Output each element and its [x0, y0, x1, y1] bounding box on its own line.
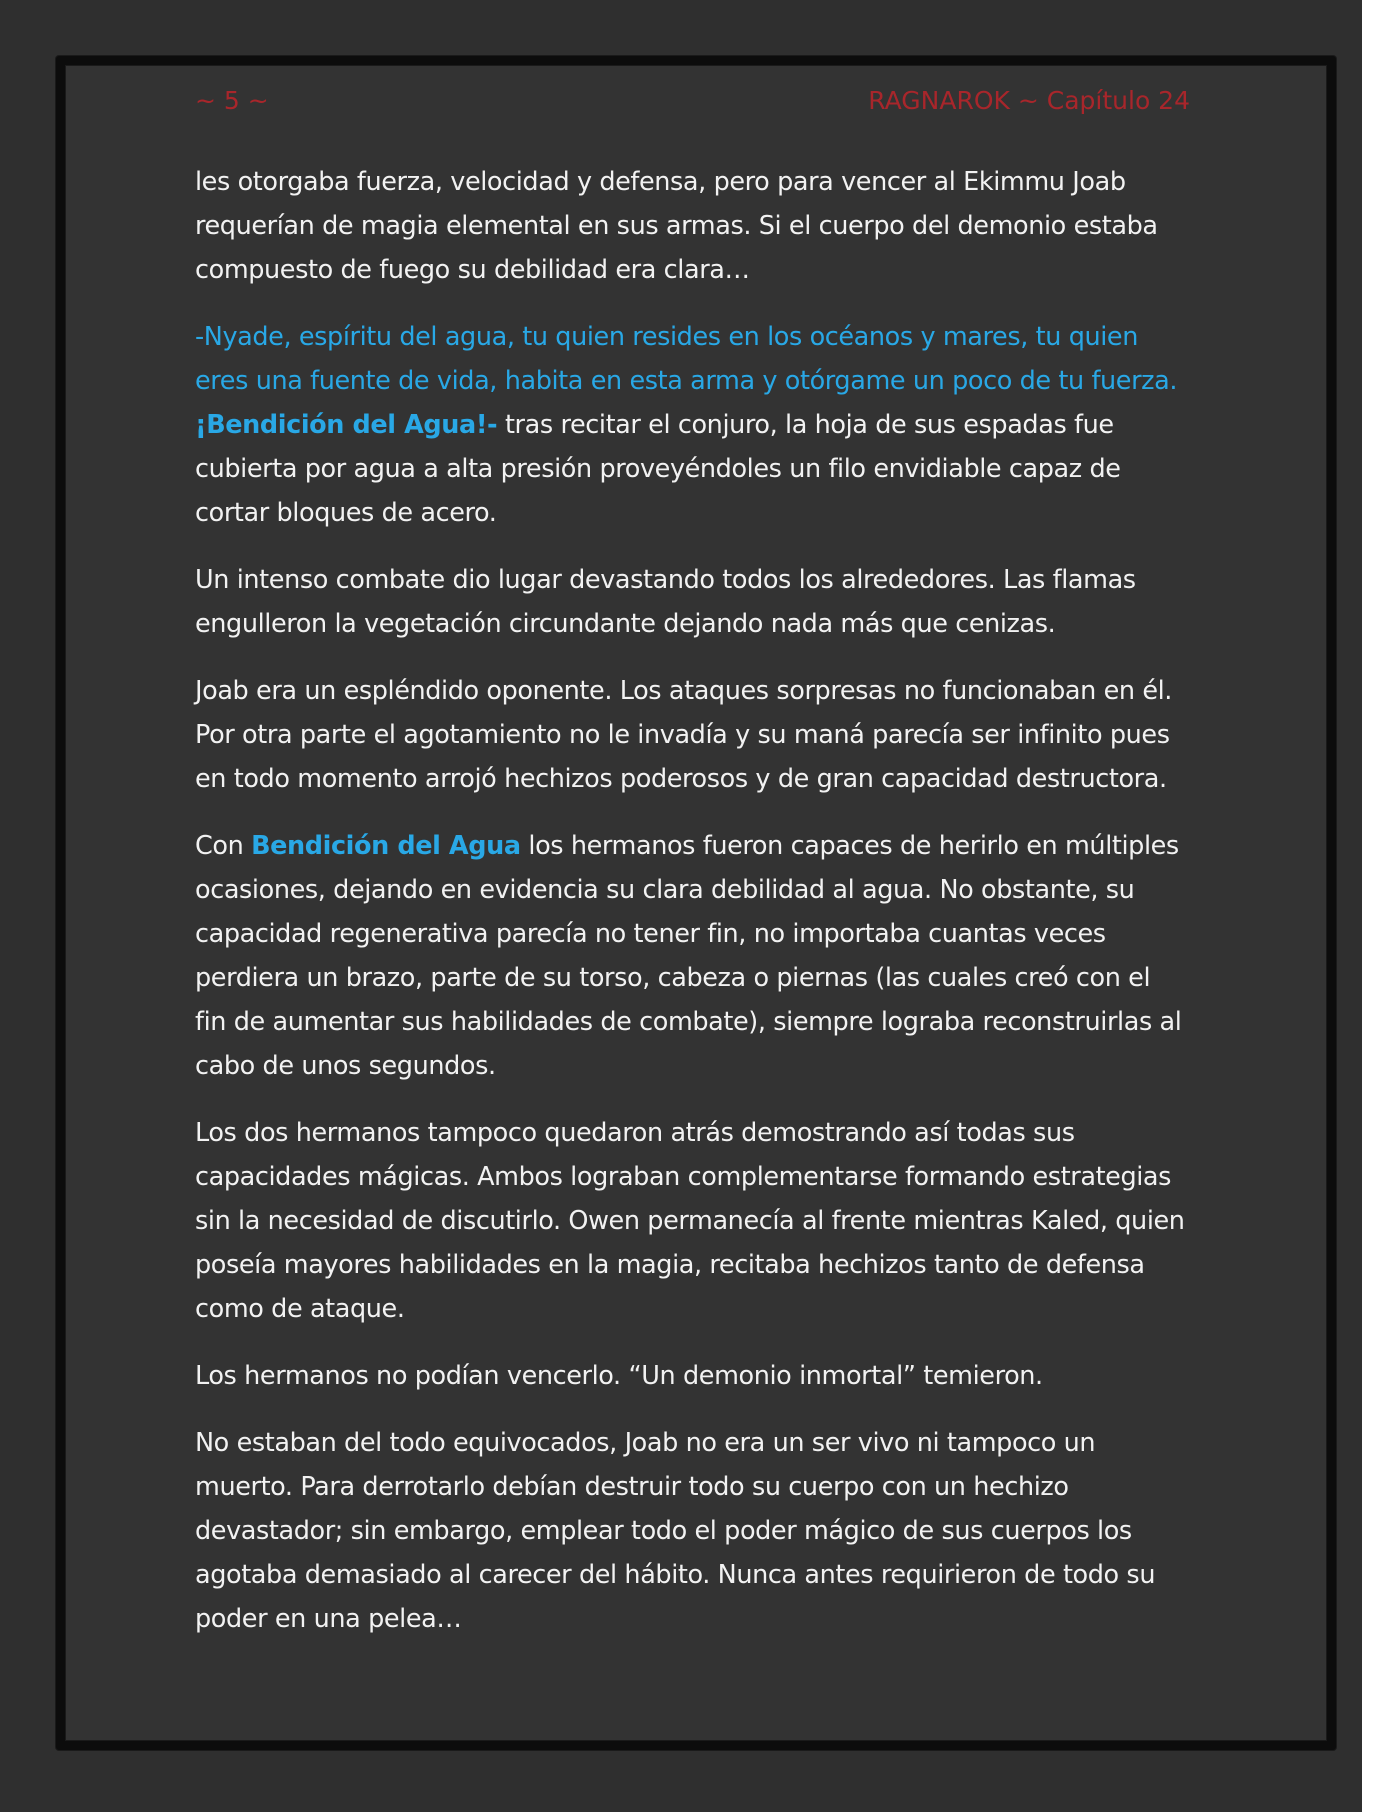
text-line: Joab era un espléndido oponente. Los ataques sorpresas no funcionaban en él.	[195, 676, 1173, 706]
incantation-line: eres una fuente de vida, habita en esta arma y otórgame un poco de tu fuerza.	[195, 366, 1178, 396]
paragraph-5	[195, 824, 1215, 1088]
page-body	[195, 160, 1215, 1664]
text-line: No estaban del todo equivocados, Joab no era un ser vivo ni tampoco un	[195, 1428, 1096, 1458]
paragraph-6	[195, 1111, 1215, 1331]
text-line: agotaba demasiado al carecer del hábito. Nunca antes requirieron de todo su	[195, 1560, 1156, 1590]
text-line: muerto. Para derrotarlo debían destruir todo su cuerpo con un hechizo	[195, 1472, 1069, 1502]
text-line: poseía mayores habilidades en la magia, recitaba hechizos tanto de defensa	[195, 1250, 1145, 1280]
text-line: Los dos hermanos tampoco quedaron atrás demostrando así todas sus	[195, 1118, 1075, 1148]
text-line: Los hermanos no podían vencerlo. “Un demonio inmortal” temieron.	[195, 1361, 1043, 1391]
text-line: engulleron la vegetación circundante dejando nada más que cenizas.	[195, 609, 1056, 639]
text-line: compuesto de fuego su debilidad era clara…	[195, 255, 750, 285]
text-line: cubierta por agua a alta presión proveyéndoles un filo envidiable capaz de	[195, 454, 1121, 484]
spell-continuation: tras recitar el conjuro, la hoja de sus espadas fue	[497, 410, 1114, 440]
lead-text: Con	[195, 831, 252, 861]
lead-continuation: los hermanos fueron capaces de herirlo en múltiples	[520, 831, 1179, 861]
chapter-title: RAGNAROK ~ Capítulo 24	[868, 86, 1190, 115]
spell-name: Bendición del Agua	[251, 831, 521, 861]
text-line: Por otra parte el agotamiento no le invadía y su maná parecía ser infinito pues	[195, 720, 1170, 750]
text-line	[195, 403, 1215, 447]
paragraph-3	[195, 558, 1215, 646]
text-line: capacidad regenerativa parecía no tener fin, no importaba cuantas veces	[195, 919, 1106, 949]
paragraph-1	[195, 160, 1215, 292]
text-line	[195, 824, 1215, 868]
text-line: cabo de unos segundos.	[195, 1051, 496, 1081]
text-line: perdiera un brazo, parte de su torso, cabeza o piernas (las cuales creó con el	[195, 963, 1151, 993]
spell-name: ¡Bendición del Agua!-	[195, 410, 498, 440]
text-line: poder en una pelea…	[195, 1604, 462, 1634]
text-line: en todo momento arrojó hechizos poderosos y de gran capacidad destructora.	[195, 764, 1167, 794]
text-line: ocasiones, dejando en evidencia su clara debilidad al agua. No obstante, su	[195, 875, 1135, 905]
text-line: cortar bloques de acero.	[195, 498, 497, 528]
paragraph-4	[195, 669, 1215, 801]
text-line: capacidades mágicas. Ambos lograban complementarse formando estrategias	[195, 1162, 1172, 1192]
text-line: requerían de magia elemental en sus armas. Si el cuerpo del demonio estaba	[195, 211, 1158, 241]
page-header	[195, 86, 1190, 122]
page-number: ~ 5 ~	[195, 86, 269, 115]
text-line: les otorgaba fuerza, velocidad y defensa, pero para vencer al Ekimmu Joab	[195, 167, 1126, 197]
text-line: Un intenso combate dio lugar devastando todos los alrededores. Las flamas	[195, 565, 1136, 595]
paragraph-7	[195, 1354, 1215, 1398]
text-line: como de ataque.	[195, 1294, 405, 1324]
paragraph-2	[195, 315, 1215, 535]
text-line: fin de aumentar sus habilidades de combate), siempre lograba reconstruirlas al	[195, 1007, 1182, 1037]
text-line: devastador; sin embargo, emplear todo el poder mágico de sus cuerpos los	[195, 1516, 1132, 1546]
text-line: sin la necesidad de discutirlo. Owen permanecía al frente mientras Kaled, quien	[195, 1206, 1185, 1236]
paragraph-8	[195, 1421, 1215, 1641]
incantation-line: -Nyade, espíritu del agua, tu quien resides en los océanos y mares, tu quien	[195, 322, 1138, 352]
